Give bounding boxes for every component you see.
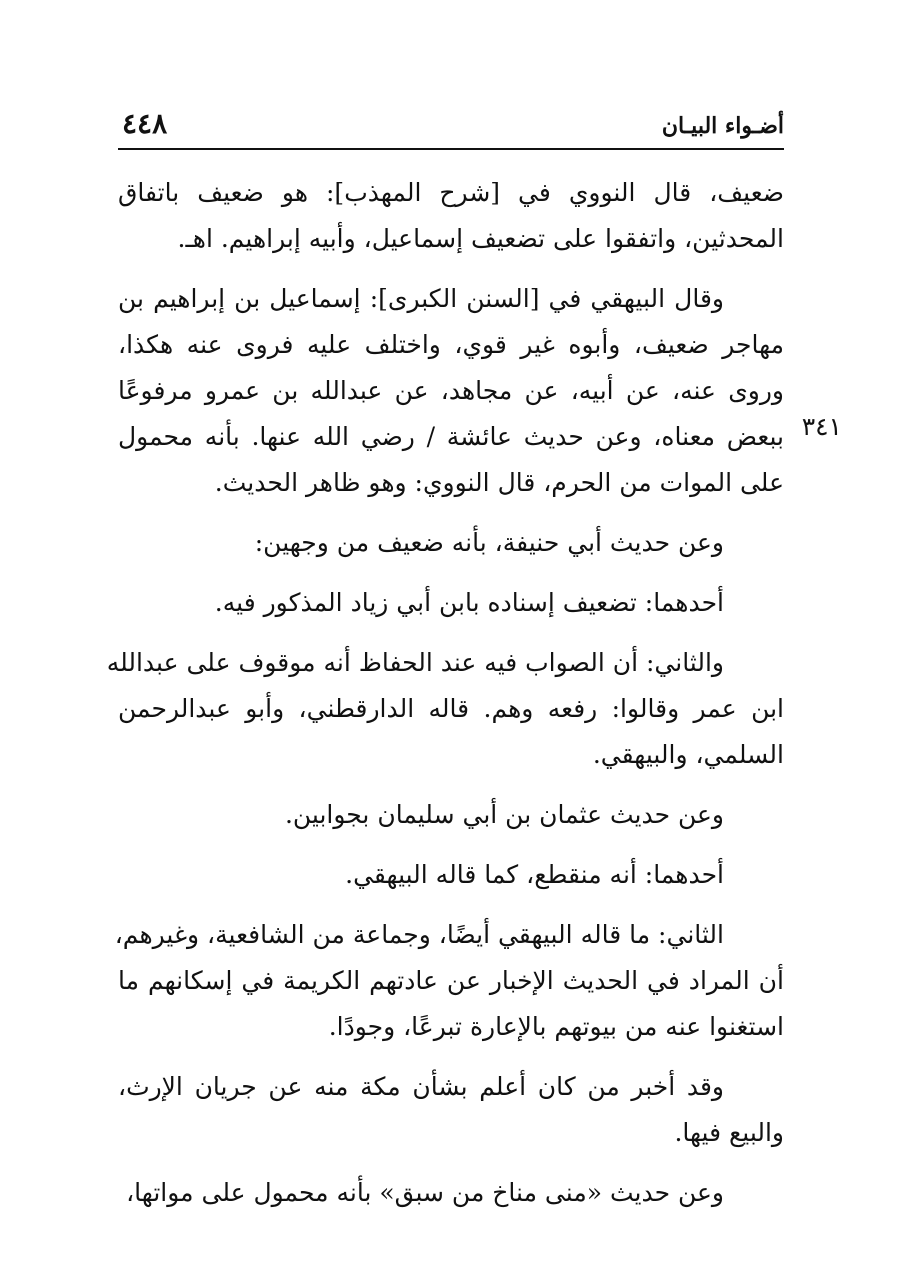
body-text: [106, 170, 784, 1230]
text-line: وقد أخبر من كان أعلم بشأن مكة منه عن جريان الإرث،: [118, 1072, 724, 1101]
paragraph: [118, 520, 784, 566]
text-line: ببعض معناه، وعن حديث عائشة / رضي الله عنها. بأنه محمول: [118, 422, 784, 451]
text-line: وعن حديث أبي حنيفة، بأنه ضعيف من وجهين:: [254, 528, 724, 557]
text-line: المحدثين، واتفقوا على تضعيف إسماعيل، وأبيه إبراهيم. اهـ.: [177, 224, 784, 253]
text-line: والثاني: أن الصواب فيه عند الحفاظ أنه موقوف على عبدالله: [106, 648, 724, 677]
text-line: استغنوا عنه من بيوتهم بالإعارة تبرعًا، وجودًا.: [328, 1012, 784, 1041]
header-rule: [118, 148, 784, 150]
text-line: السلمي، والبيهقي.: [592, 740, 784, 769]
paragraph: [118, 1064, 784, 1156]
paragraph: [118, 276, 784, 506]
paragraph: [118, 792, 784, 838]
text-line: والبيع فيها.: [674, 1118, 784, 1147]
paragraph: [118, 170, 784, 262]
book-title: أضـواء البيـان: [661, 113, 784, 139]
page-number: ٤٤٨: [122, 107, 168, 140]
text-line: أحدهما: أنه منقطع، كما قاله البيهقي.: [345, 860, 724, 889]
text-line: وعن حديث «منى مناخ من سبق» بأنه محمول على مواتها،: [126, 1178, 724, 1207]
text-line: الثاني: ما قاله البيهقي أيضًا، وجماعة من الشافعية، وغيرهم،: [114, 920, 724, 949]
paragraph: [118, 580, 784, 626]
text-line: ابن عمر وقالوا: رفعه وهم. قاله الدارقطني، وأبو عبدالرحمن: [118, 694, 784, 723]
text-line: مهاجر ضعيف، وأبوه غير قوي، واختلف عليه فروى عنه هكذا،: [118, 330, 784, 359]
text-line: ضعيف، قال النووي في [شرح المهذب]: هو ضعيف باتفاق: [118, 178, 784, 207]
paragraph: [114, 912, 784, 1050]
paragraph: [118, 1170, 784, 1216]
text-line: وروى عنه، عن أبيه، عن مجاهد، عن عبدالله بن عمرو مرفوعًا: [118, 376, 784, 405]
paragraph: [106, 640, 784, 778]
text-line: أن المراد في الحديث الإخبار عن عادتهم الكريمة في إسكانهم ما: [118, 966, 784, 995]
margin-page-reference: ٣٤١: [801, 412, 842, 441]
running-header: [118, 100, 784, 144]
text-line: على الموات من الحرم، قال النووي: وهو ظاهر الحديث.: [214, 468, 784, 497]
paragraph: [118, 852, 784, 898]
text-line: وعن حديث عثمان بن أبي سليمان بجوابين.: [284, 800, 724, 829]
text-line: وقال البيهقي في [السنن الكبرى]: إسماعيل بن إبراهيم بن: [118, 284, 724, 313]
text-line: أحدهما: تضعيف إسناده بابن أبي زياد المذكور فيه.: [214, 588, 724, 617]
